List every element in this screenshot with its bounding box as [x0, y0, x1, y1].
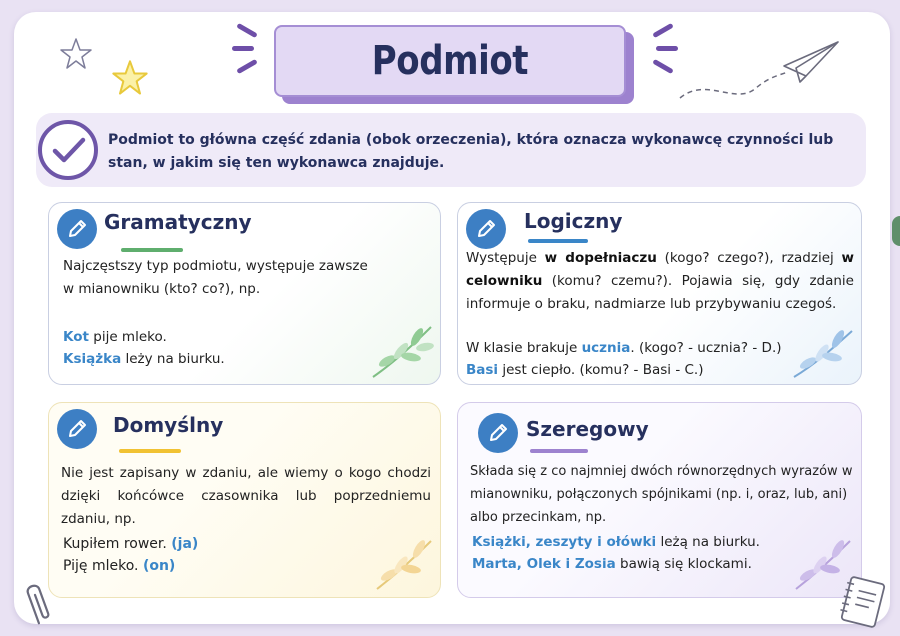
card-domyslny — [48, 402, 441, 598]
example-2: Marta, Olek i Zosia bawią się klockami. — [472, 556, 752, 572]
definition-text: Podmiot to główna część zdania (obok orzeczenia), która oznacza wykonawcę czynności lub stan, w jakim się ten wykonawca znajduje. — [108, 132, 834, 171]
title-underline — [530, 449, 588, 453]
definition-box — [36, 113, 866, 187]
card-gramatyczny — [48, 202, 441, 385]
page-title: Podmiot — [371, 38, 529, 84]
star-yellow-icon — [110, 58, 150, 98]
title-underline — [119, 449, 181, 453]
paperclip-icon — [22, 578, 56, 628]
title-underline — [121, 248, 183, 252]
card-title: Domyślny — [113, 413, 224, 437]
example-2: Książka leży na biurku. — [63, 351, 225, 367]
card-description: Najczęstszy typ podmiotu, występuje zawsze w mianowniku (kto? co?), np. — [63, 258, 368, 297]
example-2: Basi jest ciepło. (komu? - Basi - C.) — [466, 362, 704, 378]
notebook-icon — [836, 574, 890, 630]
card-description: Występuje w dopełniaczu (kogo? czego?), rzadziej w celowniku (komu? czemu?). Pojawia się, gdy zdanie informuje o braku, nadmiarze lub przybywaniu czegoś. — [466, 250, 854, 312]
star-outline-icon — [58, 36, 94, 72]
burst-left-icon — [228, 22, 268, 82]
card-szeregowy — [457, 402, 862, 598]
example-1: W klasie brakuje ucznia. (kogo? - ucznia? - D.) — [466, 340, 782, 356]
leaf-icon — [788, 325, 858, 381]
card-title: Logiczny — [524, 209, 623, 233]
example-1: Kot pije mleko. — [63, 329, 167, 345]
example-2: Piję mleko. (on) — [63, 558, 176, 574]
leaf-icon — [367, 321, 437, 381]
card-description: Nie jest zapisany w zdaniu, ale wiemy o kogo chodzi dzięki końcówce czasownika lub poprzedniemu zdaniu, np. — [61, 465, 431, 527]
paper-plane-icon — [676, 36, 842, 106]
card-description: Składa się z co najmniej dwóch równorzędnych wyrazów w mianowniku, połączonych spójnikami (np. i, oraz, lub, ani) albo przecinkam, np. — [470, 464, 853, 525]
example-1: Kupiłem rower. (ja) — [63, 536, 199, 552]
card-logiczny — [457, 202, 862, 385]
pencil-icon — [466, 209, 506, 249]
card-title: Gramatyczny — [104, 210, 252, 234]
title-underline — [528, 239, 588, 243]
check-icon — [38, 120, 98, 180]
edge-decoration — [892, 216, 900, 246]
title-banner — [274, 25, 626, 97]
example-1: Książki, zeszyty i ołówki leżą na biurku. — [472, 534, 760, 550]
pencil-icon — [57, 409, 97, 449]
pencil-icon — [478, 413, 518, 453]
card-title: Szeregowy — [526, 417, 649, 441]
pencil-icon — [57, 209, 97, 249]
leaf-icon — [371, 535, 437, 593]
